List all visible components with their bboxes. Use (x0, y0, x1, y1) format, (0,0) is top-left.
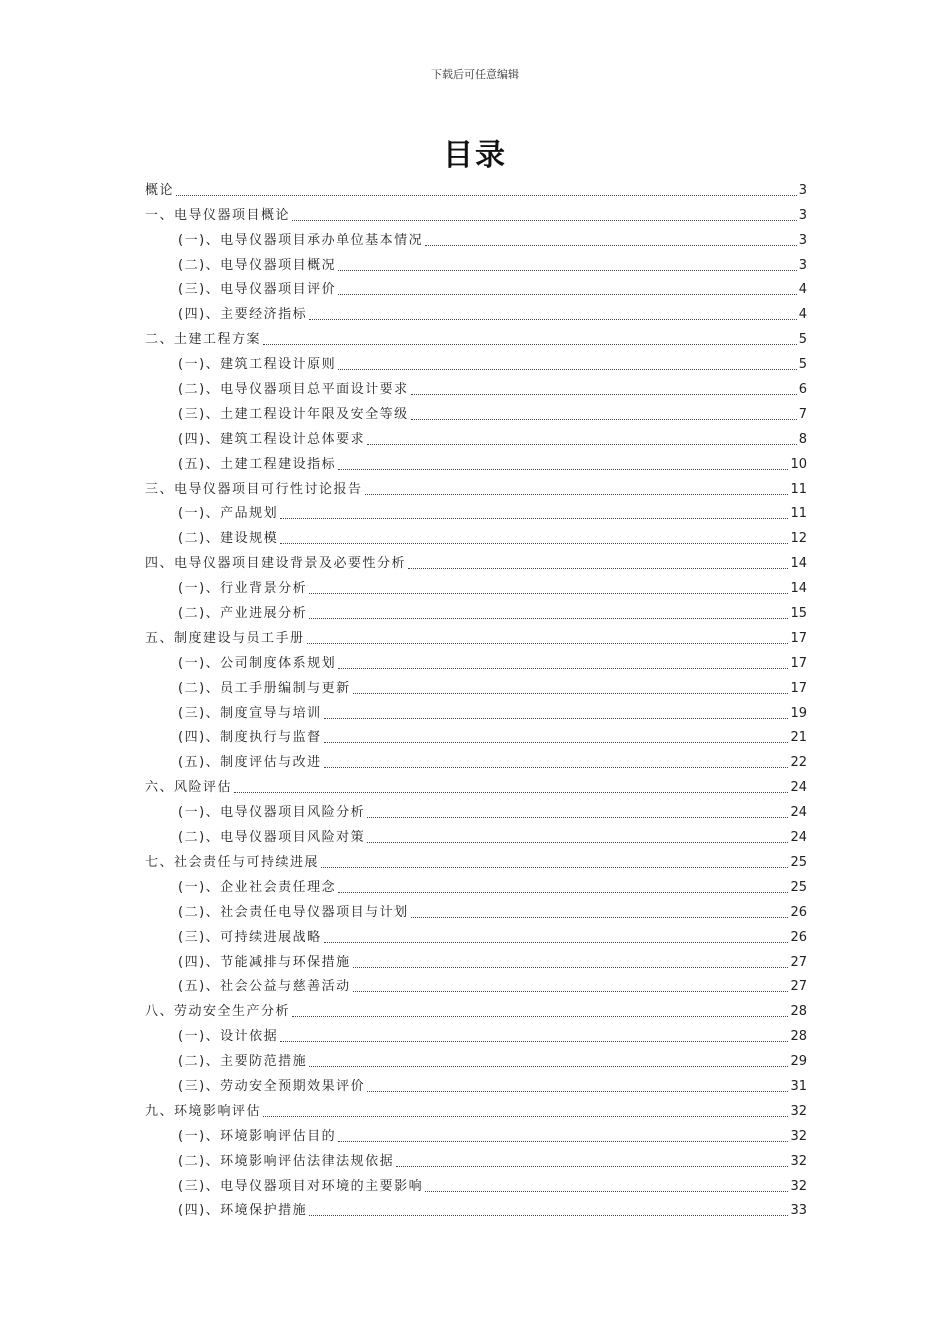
toc-entry-page: 14 (790, 581, 807, 597)
toc-entry-title: (四)、建筑工程设计总体要求 (178, 431, 366, 447)
toc-entry-title: (一)、公司制度体系规划 (178, 655, 337, 671)
dot-leader (176, 195, 797, 196)
dot-leader (309, 1215, 788, 1216)
toc-entry[interactable] (145, 1021, 807, 1046)
toc-entry[interactable] (145, 648, 807, 673)
toc-entry-page: 3 (798, 207, 807, 223)
dot-leader (263, 344, 797, 345)
toc-entry-page: 15 (790, 606, 807, 622)
toc-entry[interactable] (145, 1196, 807, 1221)
toc-entry-page: 19 (790, 705, 807, 721)
toc-entry[interactable] (145, 797, 807, 822)
toc-entry[interactable] (145, 847, 807, 872)
toc-entry[interactable] (145, 523, 807, 548)
dot-leader (280, 518, 788, 519)
toc-entry-title: (二)、环境影响评估法律法规依据 (178, 1153, 395, 1169)
toc-entry-page: 27 (790, 979, 807, 995)
toc-entry[interactable] (145, 399, 807, 424)
toc-entry[interactable] (145, 922, 807, 947)
toc-entry[interactable] (145, 474, 807, 499)
toc-entry-page: 31 (790, 1078, 807, 1094)
toc-entry-title: 五、制度建设与员工手册 (145, 630, 305, 646)
dot-leader (234, 792, 788, 793)
toc-entry-title: (一)、企业社会责任理念 (178, 879, 337, 895)
toc-entry[interactable] (145, 723, 807, 748)
dot-leader (338, 469, 788, 470)
dot-leader (411, 394, 797, 395)
toc-entry[interactable] (145, 822, 807, 847)
dot-leader (353, 967, 789, 968)
toc-entry[interactable] (145, 324, 807, 349)
toc-entry-title: (三)、制度宣导与培训 (178, 705, 322, 721)
toc-entry-title: (一)、行业背景分析 (178, 581, 308, 597)
dot-leader (324, 767, 789, 768)
toc-entry[interactable] (145, 548, 807, 573)
toc-entry-page: 5 (798, 332, 807, 348)
toc-entry[interactable] (145, 1096, 807, 1121)
toc-entry-title: (五)、社会公益与慈善活动 (178, 979, 351, 995)
toc-entry-title: (四)、主要经济指标 (178, 307, 308, 323)
toc-entry[interactable] (145, 698, 807, 723)
toc-entry-page: 21 (790, 730, 807, 746)
toc-entry-title: (二)、员工手册编制与更新 (178, 680, 351, 696)
toc-entry-title: (一)、电导仪器项目承办单位基本情况 (178, 232, 424, 248)
dot-leader (367, 817, 788, 818)
dot-leader (280, 543, 788, 544)
toc-entry[interactable] (145, 1071, 807, 1096)
toc-entry-page: 32 (790, 1153, 807, 1169)
dot-leader (411, 917, 789, 918)
dot-leader (367, 842, 788, 843)
toc-entry-title: (二)、电导仪器项目概况 (178, 257, 337, 273)
toc-entry[interactable] (145, 250, 807, 275)
toc-entry[interactable] (145, 175, 807, 200)
dot-leader (353, 693, 789, 694)
toc-entry-page: 3 (798, 232, 807, 248)
toc-entry-page: 26 (790, 929, 807, 945)
toc-entry-page: 25 (790, 879, 807, 895)
toc-entry-title: 九、环境影响评估 (145, 1103, 262, 1119)
toc-entry[interactable] (145, 1171, 807, 1196)
toc-entry-page: 11 (790, 506, 807, 522)
toc-entry-page: 6 (798, 382, 807, 398)
dot-leader (292, 1016, 788, 1017)
toc-entry-title: (一)、电导仪器项目风险分析 (178, 805, 366, 821)
toc-entry-title: (三)、可持续进展战略 (178, 929, 322, 945)
toc-entry[interactable] (145, 499, 807, 524)
toc-entry[interactable] (145, 449, 807, 474)
toc-entry-title: (二)、电导仪器项目总平面设计要求 (178, 382, 409, 398)
dot-leader (263, 1116, 788, 1117)
dot-leader (321, 867, 788, 868)
dot-leader (365, 494, 789, 495)
toc-entry-title: 概论 (145, 182, 175, 198)
toc-entry[interactable] (145, 996, 807, 1021)
toc-entry-title: 一、电导仪器项目概论 (145, 207, 291, 223)
toc-entry-page: 29 (790, 1054, 807, 1070)
toc-entry-title: (一)、产品规划 (178, 506, 279, 522)
toc-entry-page: 27 (790, 954, 807, 970)
toc-entry-title: (一)、设计依据 (178, 1029, 279, 1045)
toc-entry-page: 25 (790, 854, 807, 870)
toc-entry[interactable] (145, 772, 807, 797)
toc-entry-page: 32 (790, 1178, 807, 1194)
page-header: 下载后可任意编辑 (431, 68, 519, 81)
toc-entry-page: 14 (790, 556, 807, 572)
toc-entry-page: 12 (790, 531, 807, 547)
toc-entry-page: 17 (790, 680, 807, 696)
toc-entry-title: (二)、电导仪器项目风险对策 (178, 830, 366, 846)
toc-entry[interactable] (145, 349, 807, 374)
toc-entry-page: 24 (790, 780, 807, 796)
dot-leader (338, 294, 797, 295)
toc-entry-page: 5 (798, 357, 807, 373)
toc-entry-title: (四)、节能减排与环保措施 (178, 954, 351, 970)
table-of-contents (145, 175, 807, 1220)
toc-entry-title: (二)、社会责任电导仪器项目与计划 (178, 904, 409, 920)
toc-entry-title: (三)、电导仪器项目评价 (178, 282, 337, 298)
toc-entry[interactable] (145, 673, 807, 698)
toc-entry-title: (二)、产业进展分析 (178, 606, 308, 622)
toc-entry-page: 28 (790, 1004, 807, 1020)
toc-entry[interactable] (145, 573, 807, 598)
toc-entry[interactable] (145, 1121, 807, 1146)
toc-entry[interactable] (145, 1146, 807, 1171)
toc-entry-page: 7 (798, 406, 807, 422)
toc-entry-title: 三、电导仪器项目可行性讨论报告 (145, 481, 363, 497)
toc-entry-title: (三)、土建工程设计年限及安全等级 (178, 406, 409, 422)
dot-leader (309, 1066, 788, 1067)
dot-leader (338, 369, 797, 370)
toc-entry[interactable] (145, 299, 807, 324)
toc-entry-title: 八、劳动安全生产分析 (145, 1004, 291, 1020)
toc-entry[interactable] (145, 225, 807, 250)
toc-entry-title: (三)、电导仪器项目对环境的主要影响 (178, 1178, 424, 1194)
dot-leader (292, 220, 797, 221)
dot-leader (309, 593, 788, 594)
toc-entry-title: (五)、制度评估与改进 (178, 755, 322, 771)
dot-leader (307, 643, 789, 644)
toc-entry-title: (三)、劳动安全预期效果评价 (178, 1078, 366, 1094)
toc-entry-title: (一)、建筑工程设计原则 (178, 357, 337, 373)
toc-entry-page: 4 (798, 307, 807, 323)
dot-leader (280, 1041, 788, 1042)
toc-entry-title: 四、电导仪器项目建设背景及必要性分析 (145, 556, 407, 572)
toc-entry-page: 32 (790, 1128, 807, 1144)
dot-leader (338, 1141, 788, 1142)
dot-leader (338, 892, 788, 893)
dot-leader (353, 991, 789, 992)
dot-leader (309, 618, 788, 619)
toc-entry-page: 32 (790, 1103, 807, 1119)
toc-entry[interactable] (145, 200, 807, 225)
toc-entry-page: 4 (798, 282, 807, 298)
dot-leader (338, 668, 788, 669)
toc-entry-page: 17 (790, 655, 807, 671)
toc-entry[interactable] (145, 1046, 807, 1071)
toc-entry-page: 22 (790, 755, 807, 771)
toc-entry-title: (四)、环境保护措施 (178, 1203, 308, 1219)
toc-entry[interactable] (145, 374, 807, 399)
dot-leader (425, 245, 797, 246)
toc-entry[interactable] (145, 275, 807, 300)
dot-leader (396, 1166, 788, 1167)
toc-entry-page: 28 (790, 1029, 807, 1045)
dot-leader (324, 742, 789, 743)
dot-leader (338, 270, 797, 271)
dot-leader (324, 718, 789, 719)
toc-entry-page: 11 (790, 481, 807, 497)
toc-entry-title: 七、社会责任与可持续进展 (145, 854, 320, 870)
toc-entry[interactable] (145, 424, 807, 449)
toc-entry[interactable] (145, 623, 807, 648)
toc-entry[interactable] (145, 947, 807, 972)
toc-entry-page: 24 (790, 830, 807, 846)
toc-entry[interactable] (145, 972, 807, 997)
toc-entry-title: (二)、建设规模 (178, 531, 279, 547)
dot-leader (408, 568, 788, 569)
toc-entry[interactable] (145, 897, 807, 922)
toc-entry-title: (一)、环境影响评估目的 (178, 1128, 337, 1144)
toc-entry-title: 六、风险评估 (145, 780, 233, 796)
dot-leader (411, 419, 797, 420)
toc-entry-page: 24 (790, 805, 807, 821)
page-title: 目录 (443, 138, 507, 173)
toc-entry[interactable] (145, 872, 807, 897)
dot-leader (367, 444, 797, 445)
toc-entry[interactable] (145, 598, 807, 623)
toc-entry-page: 10 (790, 456, 807, 472)
dot-leader (425, 1191, 788, 1192)
toc-entry-title: 二、土建工程方案 (145, 332, 262, 348)
dot-leader (367, 1091, 788, 1092)
toc-entry-title: (二)、主要防范措施 (178, 1054, 308, 1070)
toc-entry-page: 3 (798, 257, 807, 273)
dot-leader (309, 319, 797, 320)
toc-entry-page: 33 (790, 1203, 807, 1219)
toc-entry[interactable] (145, 747, 807, 772)
toc-entry-title: (四)、制度执行与监督 (178, 730, 322, 746)
dot-leader (324, 942, 789, 943)
toc-entry-page: 3 (798, 182, 807, 198)
toc-entry-title: (五)、土建工程建设指标 (178, 456, 337, 472)
toc-entry-page: 8 (798, 431, 807, 447)
toc-entry-page: 17 (790, 630, 807, 646)
toc-entry-page: 26 (790, 904, 807, 920)
